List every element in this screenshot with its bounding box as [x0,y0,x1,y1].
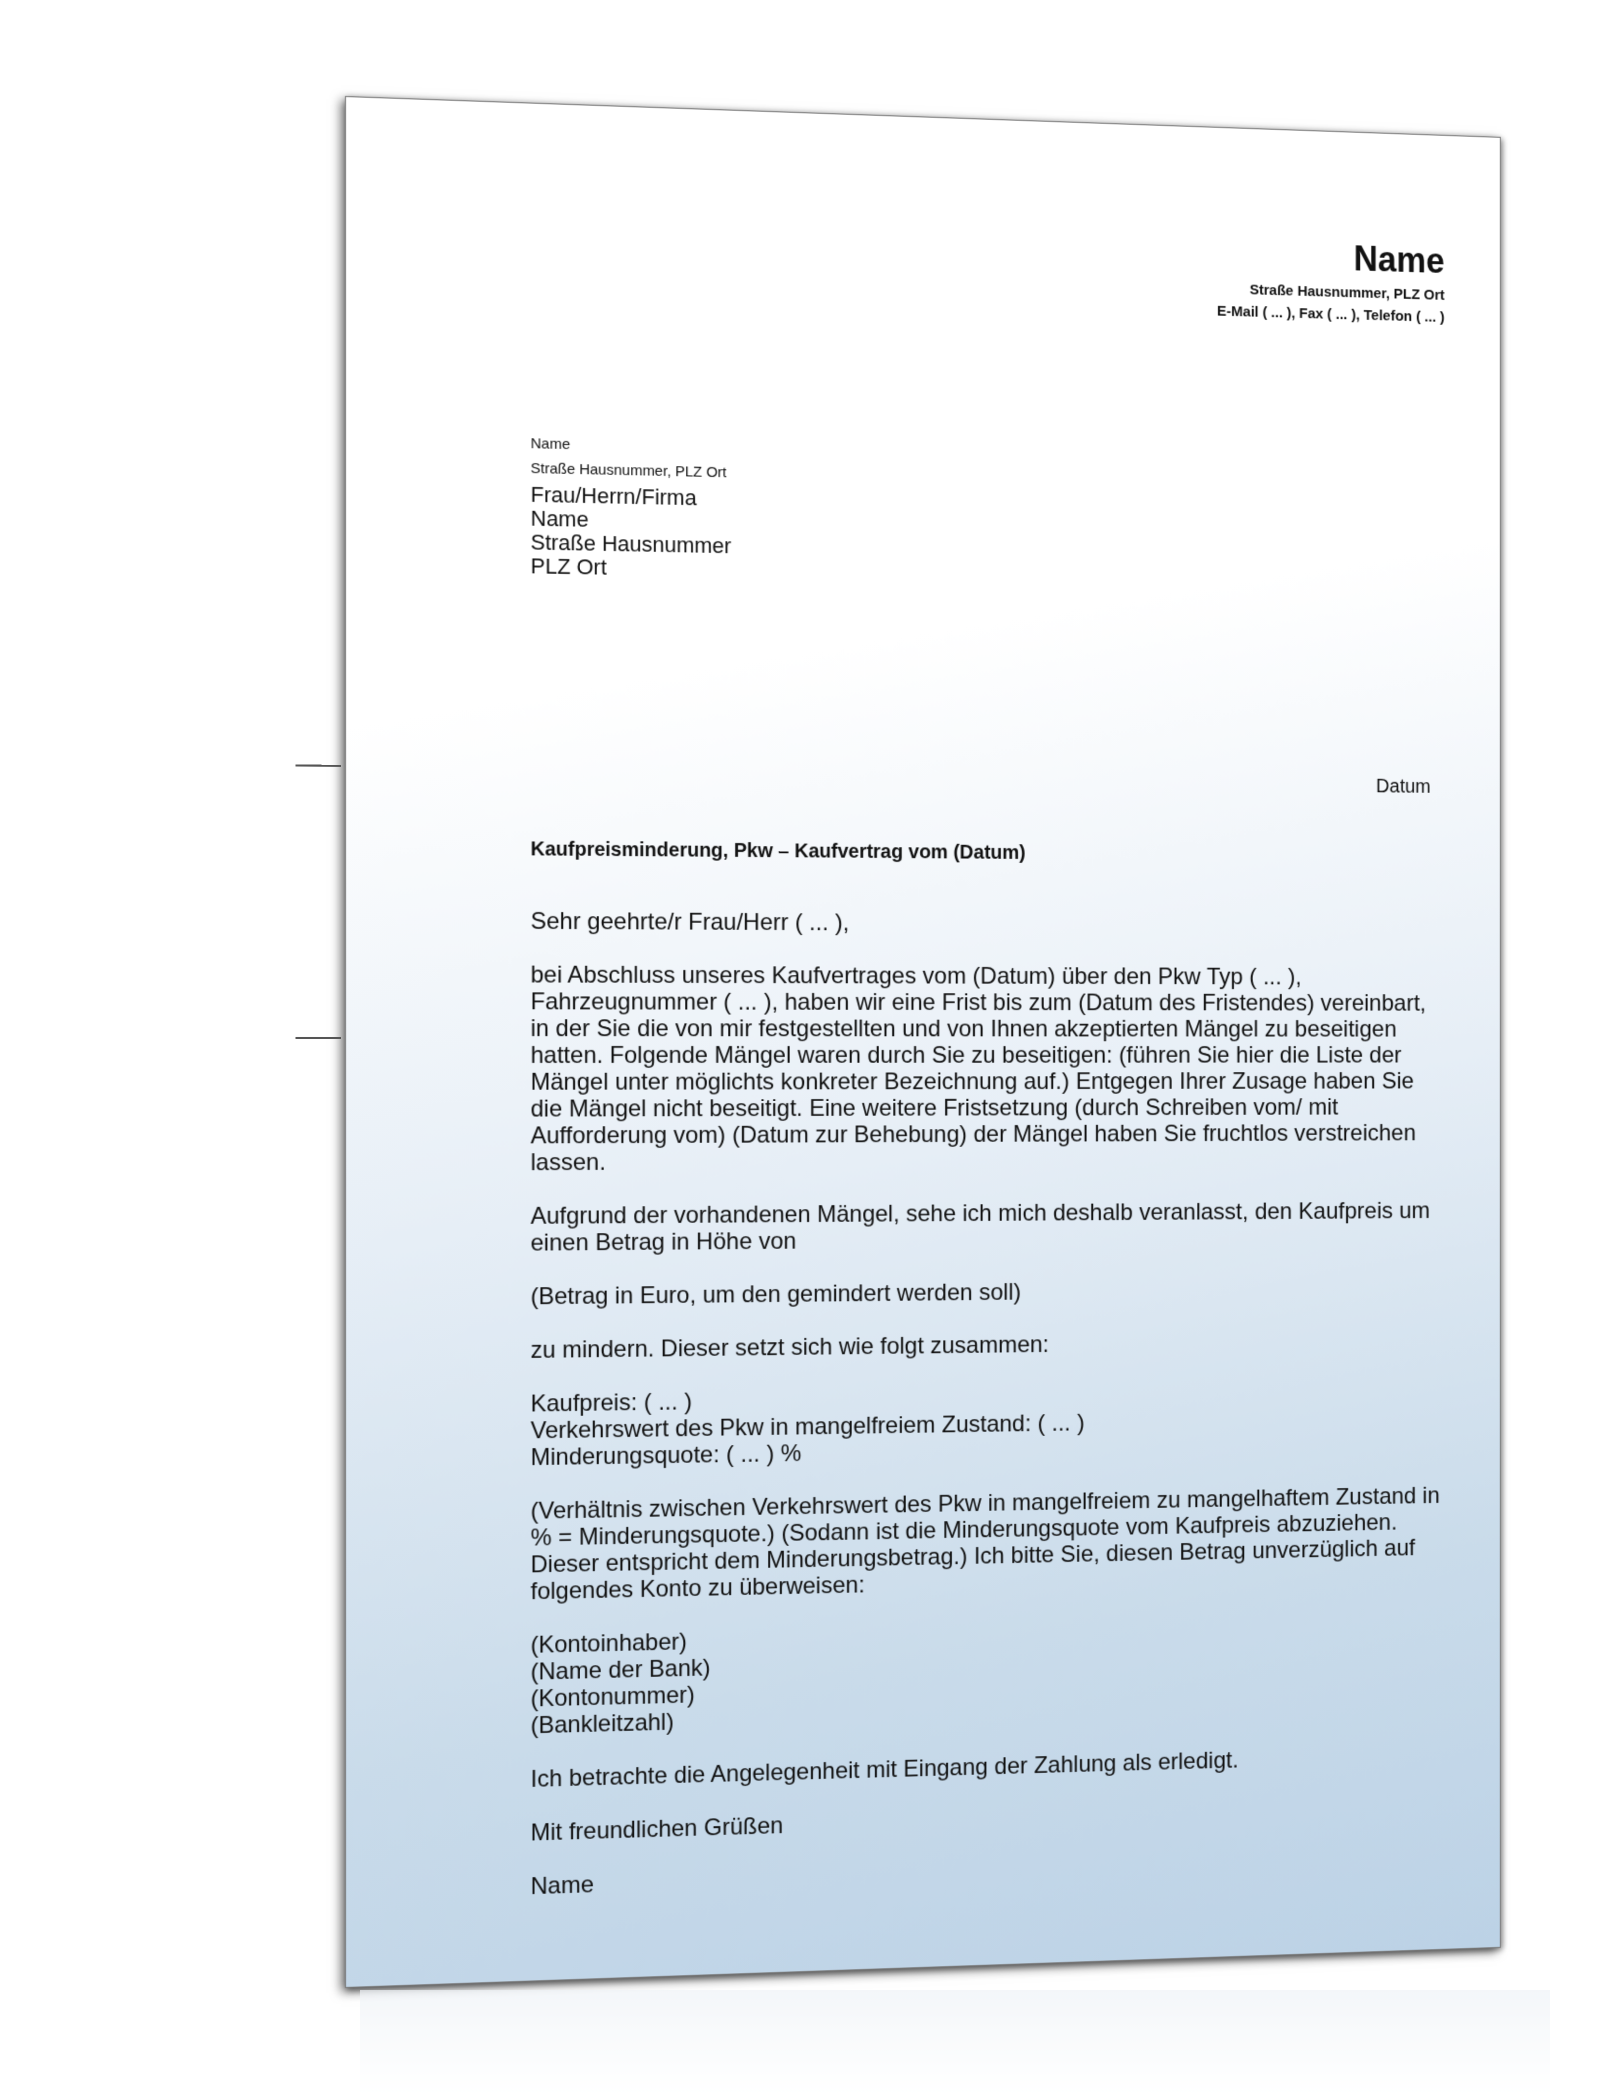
bank-line: (Name der Bank) [530,1654,711,1686]
recipient-line: Straße Hausnummer [530,529,732,559]
letter-page [345,96,1501,1988]
paragraph: Aufgrund der vorhandenen Mängel, sehe ich mich deshalb veranlasst, den Kaufpreis um einen Betrag in Höhe von [530,1197,1430,1257]
fold-mark [296,764,341,766]
bank-line: (Bankleitzahl) [530,1708,674,1740]
page-reflection [360,1990,1550,2100]
return-name: Name [530,435,571,454]
paragraph: bei Abschluss unseres Kaufvertrages vom (Datum) über den Pkw Typ ( ... ), Fahrzeugnummer ( ... ), haben wir eine Frist bis zum (Datum des Fristendes) vereinbart, in der Sie die von mir festgestellten und von Ihnen akzeptierten Mängel zu beseitigen hatten. Folgende Mängel waren durch Sie zu beseitigen: (führen Sie hier die Liste der Mängel unter möglichts konkreter Bezeichnung auf.) Entgegen Ihrer Zusage haben Sie die Mängel nicht beseitigt. Eine weitere Fristsetzung (durch Schreiben vom/ mit Aufforderung vom) (Datum zur Behebung) der Mängel haben Sie fruchtlos verstreichen lassen. [530,961,1427,1177]
recipient-line: Frau/Herrn/Firma [530,481,697,511]
salutation: Sehr geehrte/r Frau/Herr ( ... ), [530,907,850,937]
sender-name: Name [1353,238,1445,281]
sender-contact: E-Mail ( ... ), Fax ( ... ), Telefon ( ... ) [1217,302,1445,326]
sender-address: Straße Hausnummer, PLZ Ort [1249,281,1445,304]
calc-line: Minderungsquote: ( ... ) % [530,1440,802,1472]
bank-line: (Kontonummer) [530,1681,695,1713]
subject: Kaufpreisminderung, Pkw – Kaufvertrag vom (Datum) [530,838,1026,864]
recipient-block [531,483,732,582]
explanation: (Verhältnis zwischen Verkehrswert des Pkw in mangelfreiem zu mangelhaftem Zustand in % = Minderungsquote.) (Sodann ist die Minderungsquote vom Kaufpreis abzuziehen. Dieser entspricht dem Minderungsbetrag.) Ich bitte Sie, diesen Betrag unverzüglich auf folgendes Konto zu überweisen: [530,1482,1440,1606]
calc-line: Kaufpreis: ( ... ) [530,1388,693,1418]
closing-text: Ich betrachte die Angelegenheit mit Eingang der Zahlung als erledigt. [530,1747,1239,1793]
fold-mark [296,1037,341,1039]
greeting: Mit freundlichen Grüßen [530,1812,784,1847]
calc-line: Verkehrswert des Pkw in mangelfreiem Zustand: ( ... ) [530,1409,1085,1445]
bank-block [531,1612,1450,1739]
recipient-line: PLZ Ort [530,553,607,580]
paragraph: (Betrag in Euro, um den gemindert werden soll) [530,1279,1022,1311]
calc-block [531,1379,1450,1471]
return-street: Straße Hausnummer, PLZ Ort [530,460,727,482]
bank-line: (Kontoinhaber) [530,1628,687,1659]
sender-block [1217,234,1444,326]
signature: Name [530,1871,594,1901]
letter-body [531,908,1450,1927]
date: Datum [1376,775,1431,798]
paragraph: zu mindern. Dieser setzt sich wie folgt zusammen: [530,1331,1049,1364]
return-address [531,431,727,485]
recipient-line: Name [530,505,589,532]
